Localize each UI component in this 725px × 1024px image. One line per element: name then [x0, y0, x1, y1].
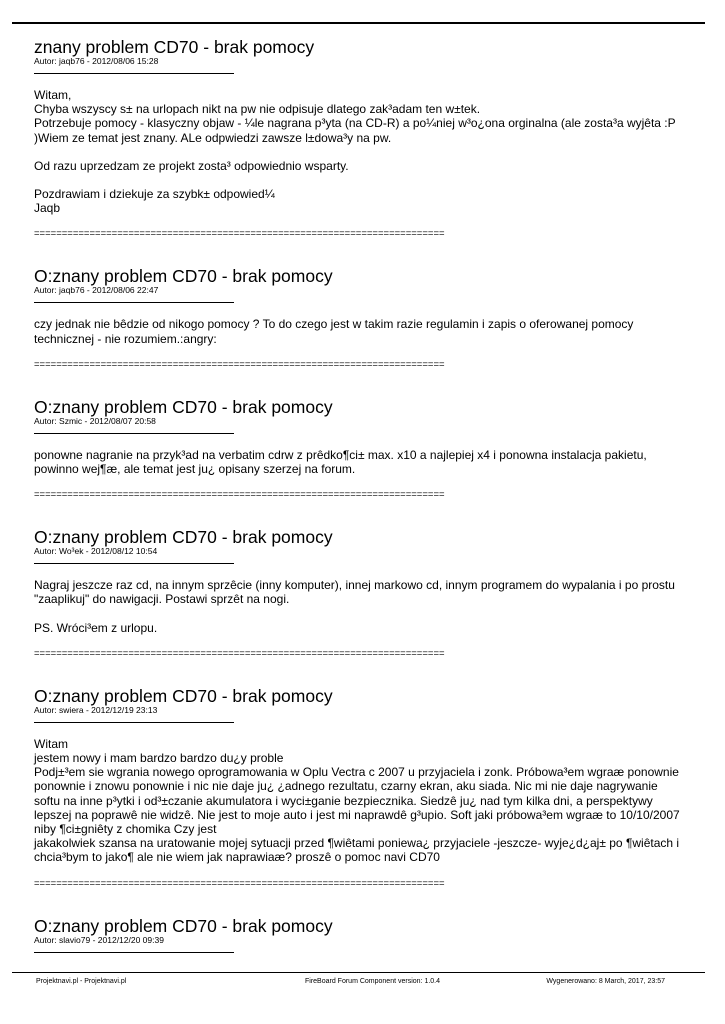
- post-title: O:znany problem CD70 - brak pomocy: [34, 396, 333, 417]
- post-author-date: Autor: slavio79 - 2012/12/20 09:39: [34, 934, 164, 945]
- post: [34, 917, 684, 953]
- post: [34, 267, 684, 369]
- meta-underline: [34, 952, 234, 953]
- post-body: [34, 88, 684, 215]
- post: [34, 687, 684, 889]
- thread-content: [34, 38, 684, 953]
- post-separator: ==========================================================================: [34, 648, 445, 659]
- post-separator: ==========================================================================: [34, 359, 445, 370]
- post-paragraph: PS. Wróci³em z urlopu.: [34, 620, 158, 635]
- post-paragraph: ponowne nagranie na przyk³ad na verbatim cdrw z prêdko¶ci± max. x10 a najlepiej x4 i ponowna instalacja pakietu, powinno wej¶æ, ale temat jest ju¿ opisany szerzej na forum.: [34, 447, 647, 477]
- post-separator: ==========================================================================: [34, 878, 445, 889]
- post-author-date: Autor: Szmic - 2012/08/07 20:58: [34, 415, 156, 426]
- post-paragraph: Nagraj jeszcze raz cd, na innym sprzêcie (inny komputer), innej markowo cd, innym programem do wypalania i po prostu "zaaplikuj" do nawigacji. Postawi sprzêt na nogi.: [34, 578, 675, 607]
- post-paragraph: Pozdrawiam i dziekuje za szybk± odpowied¼ Jaqb: [34, 187, 275, 216]
- post: [34, 528, 684, 659]
- post-author-date: Autor: Wo³ek - 2012/08/12 10:54: [34, 546, 158, 557]
- post-body: [34, 448, 684, 476]
- post-title: O:znany problem CD70 - brak pomocy: [34, 915, 333, 936]
- page-footer: [12, 972, 705, 985]
- post-paragraph: Witam, Chyba wszyscy s± na urlopach nikt na pw nie odpisuje dlatego zak³adam ten w±tek. Potrzebuje pomocy - klasyczny objaw - ¼le nagrana p³yta (na CD-R) a po¼niej w³o¿ona orginalna (ale zosta³a wyjêta :P )Wiem ze temat jest znany. ALe odpwiedzi zawsze l±dowa³y na pw.: [34, 88, 676, 145]
- post-body: [34, 317, 684, 345]
- meta-underline: [34, 563, 234, 564]
- post-title: O:znany problem CD70 - brak pomocy: [34, 266, 333, 287]
- post-title: znany problem CD70 - brak pomocy: [34, 37, 315, 57]
- meta-underline: [34, 433, 234, 434]
- footer-site: Projektnavi.pl - Projektnavi.pl: [36, 978, 127, 985]
- post-separator: ==========================================================================: [34, 490, 445, 501]
- meta-underline: [34, 722, 234, 723]
- post-title: O:znany problem CD70 - brak pomocy: [34, 527, 333, 548]
- footer-generated-date: Wygenerowano: 8 March, 2017, 23:57: [546, 978, 665, 985]
- post-paragraph: Witam jestem nowy i mam bardzo bardzo du¿y proble Podj±³em sie wgrania nowego oprogramowania w Oplu Vectra c 2007 u przyjaciela i zonk. Próbowa³em wgraæ ponownie ponownie i znowu ponownie i nic nie daje ju¿ ¿adnego rezultatu, czarny ekran, aku siada. Nic mi nie daje nagrywanie softu na inne p³ytki i od³±czanie akumulatora i wyci±ganie bezpiecznika. Siedzê ju¿ nad tym kilka dni, a perspektywy lepszej na poprawê nie widzê. Nie jest to moje auto i jest mi naprawdê g³upio. Soft jaki próbowa³em wgraæ to 10/10/2007 niby ¶ci±gniêty z chomika Czy jest jakakolwiek szansa na uratowanie mojej sytuacji przed ¶wiêtami poniewa¿ przyjaciele -jeszcze- wyje¿d¿aj± po ¶wiêtach i chcia³bym to jako¶ ale nie wiem jak naprawiaæ? proszê o pomoc navi CD70: [34, 736, 680, 865]
- post-body: [34, 578, 684, 635]
- post-paragraph: czy jednak nie bêdzie od nikogo pomocy ? To do czego jest w takim razie regulamin i zapis o oferowanej pomocy technicznej - nie rozumiem.:angry:: [34, 317, 634, 346]
- post: [34, 38, 684, 239]
- meta-underline: [34, 73, 234, 74]
- post-author-date: Autor: jaqb76 - 2012/08/06 22:47: [34, 285, 159, 296]
- post-paragraph: Od razu uprzedzam ze projekt zosta³ odpowiednio wsparty.: [34, 158, 349, 173]
- post-title: O:znany problem CD70 - brak pomocy: [34, 685, 333, 706]
- post-author-date: Autor: jaqb76 - 2012/08/06 15:28: [34, 56, 159, 66]
- footer-component-version: FireBoard Forum Component version: 1.0.4: [305, 978, 441, 985]
- meta-underline: [34, 302, 234, 303]
- post: [34, 398, 684, 500]
- post-separator: ==========================================================================: [34, 229, 445, 240]
- top-rule: [12, 22, 705, 24]
- post-body: [34, 737, 684, 865]
- post-author-date: Autor: swiera - 2012/12/19 23:13: [34, 704, 158, 715]
